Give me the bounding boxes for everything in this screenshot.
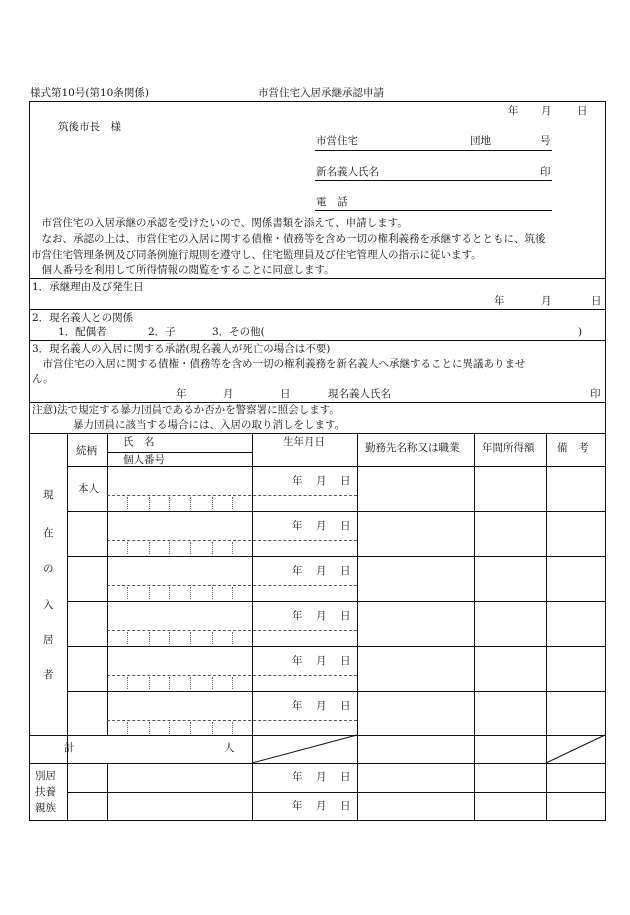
- gou-label: 号: [540, 135, 551, 147]
- sep-birth-month: 月: [316, 800, 327, 812]
- mynumber-digit-separator: [149, 722, 150, 734]
- housing-underline[interactable]: [315, 150, 552, 151]
- mynumber-digit-separator: [190, 722, 191, 734]
- mynumber-digit-separator: [212, 722, 213, 734]
- table-hline: [107, 452, 252, 453]
- section3-text-1: 市営住宅の入居に関する債権・債務等を含め一切の権利義務を新名義人へ承継することに異議ありませ: [32, 358, 526, 370]
- mynumber-digit-separator: [212, 542, 213, 554]
- table-hline: [67, 601, 606, 602]
- total-birth-diagonal: [252, 735, 357, 763]
- section3-text-2: ん。: [32, 373, 54, 385]
- mynumber-digit-separator: [232, 587, 233, 599]
- sep-birth-month: 月: [316, 771, 327, 783]
- birth-ymd-label: 年: [292, 565, 303, 577]
- relation-self: 本人: [78, 483, 99, 495]
- col-relation: 続柄: [76, 445, 97, 457]
- sep-birth-year: 年: [292, 771, 303, 783]
- mynumber-digit-separator: [212, 677, 213, 689]
- mynumber-digit-separator: [190, 632, 191, 644]
- col-remarks: 備 考: [557, 442, 589, 454]
- mynumber-digit-separator: [190, 587, 191, 599]
- table-vline: [357, 433, 358, 820]
- table-vline: [67, 433, 68, 820]
- mynumber-digit-separator: [212, 632, 213, 644]
- divider: [29, 340, 606, 341]
- addressee: 筑後市長 様: [58, 121, 121, 133]
- side-label-char: 者: [43, 669, 54, 681]
- mynumber-digit-separator: [127, 722, 128, 734]
- mynumber-digit-separator: [232, 497, 233, 509]
- note-line-2: 暴力団員に該当する場合には、入居の取り消しをします。: [73, 419, 346, 431]
- section3-day: 日: [280, 388, 291, 400]
- table-hline: [29, 763, 606, 764]
- birth-ymd-label: 月: [316, 475, 327, 487]
- col-name: 氏 名: [123, 436, 155, 448]
- col-mynumber: 個人番号: [123, 454, 165, 466]
- mynumber-divider: [107, 495, 357, 496]
- mynumber-digit-separator: [127, 677, 128, 689]
- mynumber-digit-separator: [190, 542, 191, 554]
- section3-month: 月: [223, 388, 234, 400]
- date-year: 年: [508, 105, 519, 117]
- name-underline[interactable]: [315, 180, 552, 181]
- new-holder-name-label: 新名義人氏名: [316, 166, 379, 178]
- mynumber-digit-separator: [127, 587, 128, 599]
- phone-label: 電 話: [316, 196, 348, 208]
- separate-label-3: 親族: [35, 802, 56, 814]
- birth-ymd-label: 年: [292, 700, 303, 712]
- table-hline: [67, 511, 606, 512]
- birth-ymd-label: 年: [292, 475, 303, 487]
- divider: [29, 433, 606, 434]
- mynumber-digit-separator: [190, 497, 191, 509]
- total-label: 計: [64, 742, 75, 754]
- section3-year: 年: [176, 388, 187, 400]
- mynumber-divider: [107, 675, 357, 676]
- date-month: 月: [541, 105, 552, 117]
- side-label-char: 入: [43, 599, 54, 611]
- mynumber-digit-separator: [149, 542, 150, 554]
- side-label-char: 在: [43, 527, 54, 539]
- mynumber-divider: [107, 585, 357, 586]
- current-holder-name-label: 現名義人氏名: [328, 388, 391, 400]
- mynumber-digit-separator: [149, 632, 150, 644]
- relation-option-spouse[interactable]: 1．配偶者: [58, 326, 107, 338]
- birth-ymd-label: 月: [316, 565, 327, 577]
- mynumber-digit-separator: [169, 677, 170, 689]
- statement-line-3: 市営住宅管理条例及び同条例施行規則を遵守し、住宅監理員及び住宅管理人の指示に従います。: [31, 249, 482, 261]
- statement-line-2: なお、承認の上は、市営住宅の入居に関する債権・債務等を含め一切の権利義務を承継するとともに、筑後: [31, 233, 546, 245]
- mynumber-digit-separator: [232, 542, 233, 554]
- form-title: 市営住宅入居承継承認申請: [258, 87, 384, 99]
- sep-birth-day: 日: [340, 771, 351, 783]
- birth-ymd-label: 月: [316, 610, 327, 622]
- danchi-label: 団地: [470, 135, 491, 147]
- table-hline: [67, 556, 606, 557]
- section1-day: 日: [591, 295, 602, 307]
- side-label-char: 現: [43, 489, 54, 501]
- birth-ymd-label: 日: [340, 565, 351, 577]
- birth-ymd-label: 年: [292, 520, 303, 532]
- mynumber-digit-separator: [169, 587, 170, 599]
- date-day: 日: [577, 105, 588, 117]
- divider: [29, 309, 606, 310]
- section2-label: 2．現名義人との関係: [32, 312, 134, 324]
- frame-right: [605, 101, 606, 821]
- mynumber-divider: [107, 630, 357, 631]
- table-hline: [67, 792, 606, 793]
- note-line-1: 注意)法で規定する暴力団員であるか否かを警察署に照会します。: [32, 404, 340, 416]
- section1-year: 年: [494, 295, 505, 307]
- mynumber-digit-separator: [169, 542, 170, 554]
- mynumber-divider: [107, 720, 357, 721]
- relation-option-child[interactable]: 2．子: [148, 326, 176, 338]
- mynumber-digit-separator: [149, 587, 150, 599]
- sep-birth-day: 日: [340, 800, 351, 812]
- relation-option-other[interactable]: 3．その他(: [212, 326, 265, 338]
- divider: [29, 402, 606, 403]
- separate-label-2: 扶養: [35, 786, 56, 798]
- side-label-char: 居: [43, 634, 54, 646]
- col-workplace: 勤務先名称又は職業: [365, 442, 460, 454]
- form-number: 様式第10号(第10条関係): [30, 87, 149, 99]
- mynumber-digit-separator: [149, 497, 150, 509]
- col-annual-income: 年間所得額: [482, 442, 535, 454]
- frame-bottom: [29, 820, 606, 821]
- mynumber-digit-separator: [127, 542, 128, 554]
- birth-ymd-label: 月: [316, 520, 327, 532]
- statement-line-1: 市営住宅の入居承継の承認を受けたいので、関係書類を添えて、申請します。: [31, 217, 408, 229]
- mynumber-digit-separator: [169, 632, 170, 644]
- birth-ymd-label: 日: [340, 520, 351, 532]
- section1-label: 1．承継理由及び発生日: [32, 281, 144, 293]
- mynumber-digit-separator: [190, 677, 191, 689]
- table-vline: [474, 433, 475, 820]
- total-remarks-diagonal: [546, 735, 605, 763]
- birth-ymd-label: 日: [340, 475, 351, 487]
- side-label-char: の: [43, 563, 54, 575]
- mynumber-digit-separator: [232, 632, 233, 644]
- mynumber-digit-separator: [149, 677, 150, 689]
- section3-label: 3．現名義人の入居に関する承諾(現名義人が死亡の場合は不要): [32, 343, 331, 355]
- table-vline: [107, 433, 108, 735]
- table-hline: [67, 646, 606, 647]
- frame-left: [29, 101, 30, 821]
- applicant-seal: 印: [540, 166, 551, 178]
- mynumber-digit-separator: [212, 497, 213, 509]
- table-hline: [67, 691, 606, 692]
- birth-ymd-label: 日: [340, 700, 351, 712]
- relation-other-close: ): [578, 326, 583, 338]
- frame-top: [29, 101, 606, 102]
- mynumber-digit-separator: [127, 632, 128, 644]
- col-birthdate: 生年月日: [283, 436, 325, 448]
- section1-month: 月: [541, 295, 552, 307]
- separate-label-1: 別居: [35, 770, 56, 782]
- mynumber-digit-separator: [169, 722, 170, 734]
- mynumber-digit-separator: [127, 497, 128, 509]
- mynumber-digit-separator: [169, 497, 170, 509]
- divider: [29, 278, 606, 279]
- phone-underline[interactable]: [315, 210, 552, 211]
- total-unit: 人: [224, 742, 235, 754]
- birth-ymd-label: 日: [340, 610, 351, 622]
- mynumber-divider: [107, 540, 357, 541]
- statement-line-4: 個人番号を利用して所得情報の閲覧をすることに同意します。: [31, 264, 335, 276]
- birth-ymd-label: 日: [340, 655, 351, 667]
- mynumber-digit-separator: [212, 587, 213, 599]
- current-holder-seal: 印: [590, 388, 601, 400]
- table-hline: [67, 466, 606, 467]
- housing-label: 市営住宅: [316, 135, 358, 147]
- birth-ymd-label: 月: [316, 700, 327, 712]
- mynumber-digit-separator: [232, 677, 233, 689]
- sep-birth-year: 年: [292, 800, 303, 812]
- mynumber-digit-separator: [232, 722, 233, 734]
- birth-ymd-label: 月: [316, 655, 327, 667]
- birth-ymd-label: 年: [292, 610, 303, 622]
- birth-ymd-label: 年: [292, 655, 303, 667]
